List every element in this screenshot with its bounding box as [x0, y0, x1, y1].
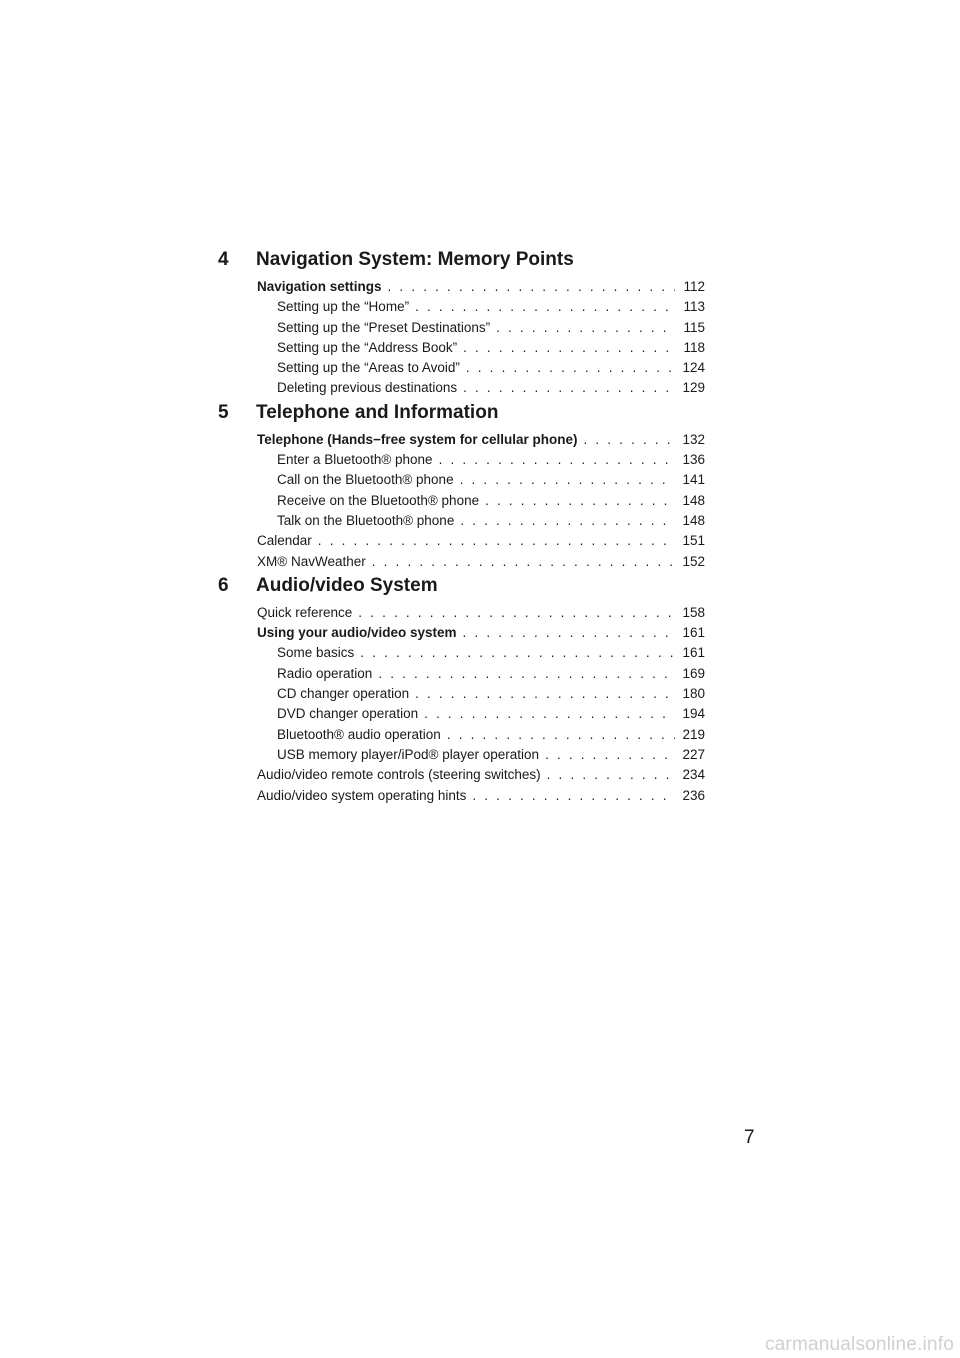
toc-entry-dvd-changer-operation[interactable] — [257, 704, 705, 724]
toc-entry-page: 132 — [682, 431, 705, 447]
toc-entry-usb-ipod-player-operation[interactable] — [257, 745, 705, 765]
toc-entry-label: DVD changer operation — [277, 706, 419, 722]
dot-leader — [460, 470, 675, 490]
toc-entry-label: Some basics — [277, 645, 355, 661]
section-heading — [218, 399, 705, 427]
dot-leader — [472, 786, 675, 806]
table-of-contents — [218, 246, 705, 806]
dot-leader — [545, 745, 675, 765]
toc-entry-radio-operation[interactable] — [257, 664, 705, 684]
toc-entry-call-bluetooth-phone[interactable] — [257, 470, 705, 490]
section-number: 5 — [218, 401, 229, 423]
dot-leader — [360, 643, 675, 663]
dot-leader — [439, 450, 675, 470]
toc-entry-label: Audio/video system operating hints — [257, 787, 467, 803]
toc-entry-bluetooth-audio-operation[interactable] — [257, 725, 705, 745]
toc-entry-label: Audio/video remote controls (steering switches) — [257, 767, 541, 783]
toc-entry-navigation-settings[interactable] — [257, 277, 705, 297]
toc-entry-calendar[interactable] — [257, 531, 705, 551]
section-number: 6 — [218, 574, 229, 596]
dot-leader — [463, 378, 675, 398]
dot-leader — [583, 430, 675, 450]
toc-entry-label: Call on the Bluetooth® phone — [277, 472, 454, 488]
toc-entry-page: 234 — [682, 767, 705, 783]
toc-entry-page: 112 — [683, 279, 705, 294]
toc-entry-label: Setting up the “Preset Destinations” — [277, 319, 491, 335]
toc-entry-label: Bluetooth® audio operation — [277, 726, 441, 742]
toc-entry-label: USB memory player/iPod® player operation — [277, 746, 540, 762]
toc-entry-deleting-previous-destinations[interactable] — [257, 378, 705, 398]
toc-entry-enter-bluetooth-phone[interactable] — [257, 450, 705, 470]
watermark: carmanualsonline.info — [764, 1334, 954, 1355]
toc-entry-using-audio-video-system[interactable] — [257, 623, 705, 643]
toc-entry-areas-to-avoid[interactable] — [257, 358, 705, 378]
toc-entry-page: 158 — [682, 604, 705, 620]
toc-entry-page: 118 — [683, 339, 705, 355]
dot-leader — [463, 623, 675, 643]
toc-entry-setting-up-home[interactable] — [257, 297, 705, 317]
section-title: Audio/video System — [256, 574, 438, 596]
dot-leader — [388, 277, 675, 297]
toc-entry-page: 136 — [682, 452, 705, 468]
toc-entry-page: 115 — [683, 319, 705, 335]
dot-leader — [358, 603, 675, 623]
dot-leader — [424, 704, 675, 724]
toc-entry-label: Enter a Bluetooth® phone — [277, 452, 433, 468]
toc-section-4 — [218, 246, 705, 399]
toc-entry-page: 161 — [682, 645, 705, 661]
dot-leader — [447, 725, 675, 745]
toc-entry-address-book[interactable] — [257, 338, 705, 358]
toc-section-5 — [218, 399, 705, 572]
toc-entry-page: 141 — [682, 472, 705, 488]
toc-section-6 — [218, 572, 705, 806]
toc-entry-telephone[interactable] — [257, 430, 705, 450]
toc-entry-label: CD changer operation — [277, 686, 410, 702]
section-title: Telephone and Information — [256, 401, 499, 423]
dot-leader — [496, 318, 675, 338]
toc-entry-label: Using your audio/video system — [257, 625, 457, 641]
toc-entry-xm-navweather[interactable] — [257, 552, 705, 572]
toc-entry-label: XM® NavWeather — [257, 553, 366, 569]
toc-entry-quick-reference[interactable] — [257, 603, 705, 623]
dot-leader — [466, 358, 675, 378]
toc-entry-page: 169 — [682, 665, 705, 681]
dot-leader — [463, 338, 675, 358]
toc-entry-page: 148 — [682, 492, 705, 508]
dot-leader — [415, 684, 675, 704]
dot-leader — [372, 552, 675, 572]
dot-leader — [318, 531, 675, 551]
toc-entry-page: 124 — [682, 360, 705, 376]
toc-entry-label: Receive on the Bluetooth® phone — [277, 492, 480, 508]
dot-leader — [460, 511, 675, 531]
toc-entry-label: Quick reference — [257, 604, 353, 620]
toc-entry-label: Telephone (Hands−free system for cellular phone) — [257, 431, 578, 447]
toc-entry-page: 113 — [683, 299, 705, 315]
toc-entry-page: 129 — [682, 380, 705, 396]
toc-entry-some-basics[interactable] — [257, 643, 705, 663]
toc-entry-label: Setting up the “Home” — [277, 299, 410, 315]
toc-entry-page: 180 — [682, 686, 705, 702]
toc-entry-label: Radio operation — [277, 665, 373, 681]
toc-entry-page: 161 — [682, 625, 705, 641]
toc-entry-label: Deleting previous destinations — [277, 380, 458, 396]
page-number: 7 — [744, 1127, 755, 1148]
dot-leader — [415, 297, 675, 317]
section-heading — [218, 572, 705, 600]
toc-entry-page: 148 — [682, 512, 705, 528]
toc-entry-label: Setting up the “Address Book” — [277, 339, 458, 355]
toc-entry-preset-destinations[interactable] — [257, 318, 705, 338]
toc-entry-operating-hints[interactable] — [257, 786, 705, 806]
toc-entry-label: Navigation settings — [257, 279, 382, 294]
toc-entry-label: Talk on the Bluetooth® phone — [277, 512, 455, 528]
toc-entry-page: 227 — [682, 746, 705, 762]
toc-entry-receive-bluetooth-phone[interactable] — [257, 491, 705, 511]
toc-entry-remote-controls[interactable] — [257, 765, 705, 785]
toc-entry-label: Calendar — [257, 533, 312, 549]
dot-leader — [547, 765, 675, 785]
section-title: Navigation System: Memory Points — [256, 249, 574, 270]
toc-entry-label: Setting up the “Areas to Avoid” — [277, 360, 460, 376]
toc-entry-page: 151 — [682, 533, 705, 549]
toc-entry-page: 236 — [682, 787, 705, 803]
toc-entry-cd-changer-operation[interactable] — [257, 684, 705, 704]
dot-leader — [485, 491, 675, 511]
toc-entry-page: 194 — [682, 706, 705, 722]
toc-entry-talk-bluetooth-phone[interactable] — [257, 511, 705, 531]
dot-leader — [378, 664, 675, 684]
section-heading — [218, 246, 705, 274]
toc-entry-page: 219 — [682, 726, 705, 742]
section-number: 4 — [218, 249, 229, 270]
toc-entry-page: 152 — [682, 553, 705, 569]
